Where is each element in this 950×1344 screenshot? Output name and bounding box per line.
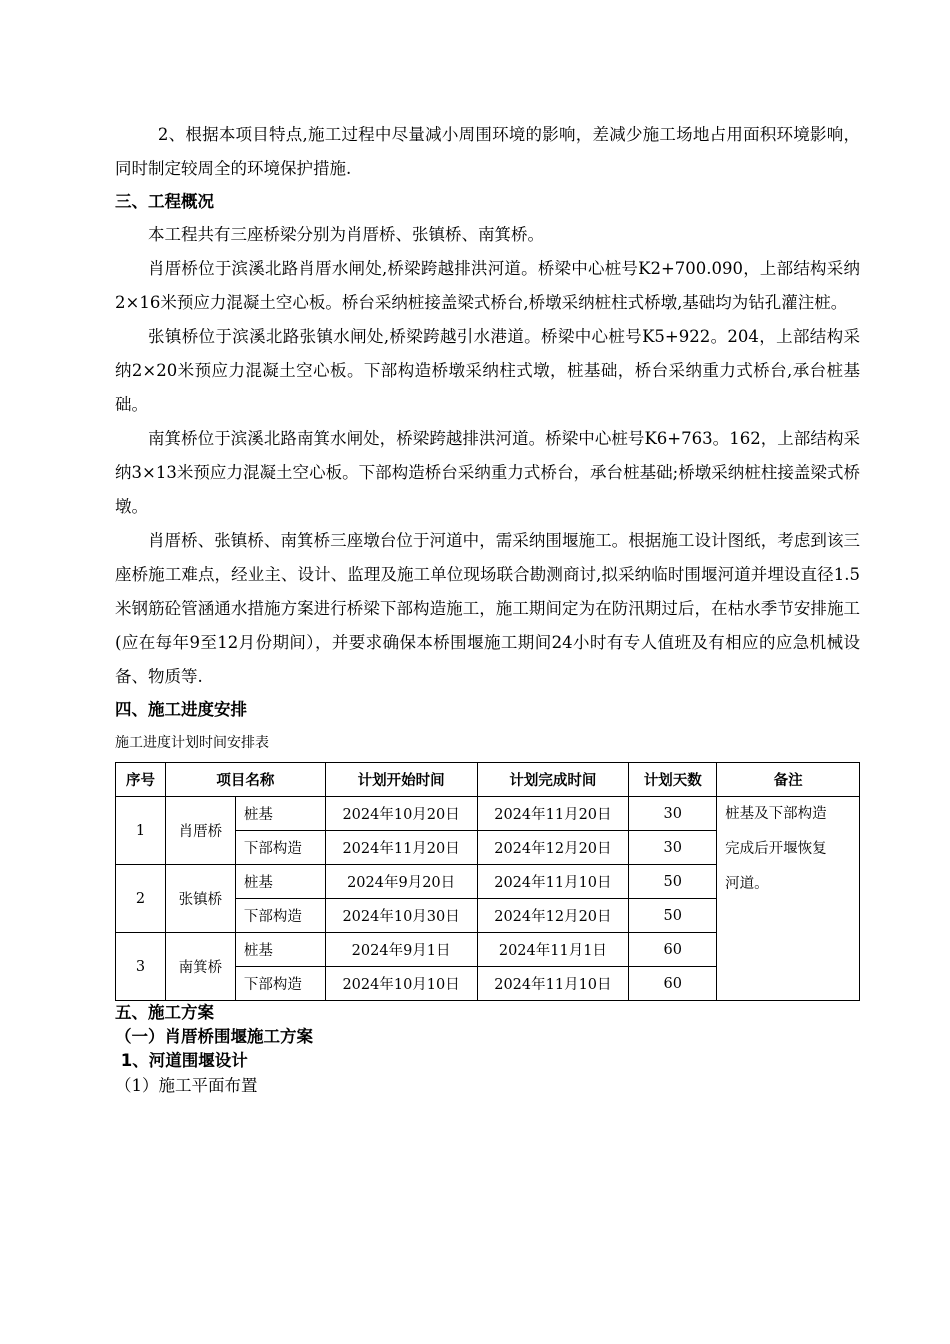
remarks-line: 桩基及下部构造 [725,806,827,822]
header-end-time: 计划完成时间 [477,763,629,797]
header-start-time: 计划开始时间 [325,763,477,797]
cell-bridge: 肖厝桥 [165,797,235,865]
cell-days: 30 [629,831,717,865]
cell-end: 2024年11月1日 [477,933,629,967]
cell-days: 50 [629,899,717,933]
cell-start: 2024年9月1日 [325,933,477,967]
cell-bridge: 南箕桥 [165,933,235,1001]
header-days: 计划天数 [629,763,717,797]
cell-part: 下部构造 [235,831,325,865]
remarks-line: 河道。 [725,876,769,892]
cell-part: 桩基 [235,933,325,967]
cell-end: 2024年12月20日 [477,831,629,865]
table-caption: 施工进度计划时间安排表 [115,735,269,751]
document-page [115,118,860,1099]
table-header-row [116,763,860,797]
subheading-site-layout: （1）施工平面布置 [115,1076,258,1095]
header-project-name: 项目名称 [165,763,325,797]
cell-part: 桩基 [235,865,325,899]
paragraph-overview-intro: 本工程共有三座桥梁分别为肖厝桥、张镇桥、南箕桥。 [148,225,544,244]
cell-no: 2 [116,865,166,933]
paragraph-zhangzhen-bridge: 张镇桥位于滨溪北路张镇水闸处,桥梁跨越引水港道。桥梁中心桩号K5+922。204，上部结构采纳2×20米预应力混凝土空心板。下部构造桥墩采纳柱式墩，桩基础，桥台采纳重力式桥台,承台桩基础。 [115,327,860,414]
cell-days: 50 [629,865,717,899]
paragraph-xiaocuo-bridge: 肖厝桥位于滨溪北路肖厝水闸处,桥梁跨越排洪河道。桥梁中心桩号K2+700.090，上部结构采纳2×16米预应力混凝土空心板。桥台采纳桩接盖梁式桥台,桥墩采纳桩柱式桥墩,基础均为钻孔灌注桩。 [115,259,860,312]
cell-end: 2024年12月20日 [477,899,629,933]
section-heading-plan: 五、施工方案 [115,1003,214,1022]
remarks-line: 完成后开堰恢复 [725,841,827,857]
header-no: 序号 [116,763,166,797]
paragraph-nanji-bridge: 南箕桥位于滨溪北路南箕水闸处，桥梁跨越排洪河道。桥梁中心桩号K6+763。162，上部结构采纳3×13米预应力混凝土空心板。下部构造桥台采纳重力式桥台，承台桩基础;桥墩采纳桩柱接盖梁式桥墩。 [115,429,860,516]
subheading-xiaocuo-plan: （一）肖厝桥围堰施工方案 [115,1027,313,1046]
paragraph-cofferdam: 肖厝桥、张镇桥、南箕桥三座墩台位于河道中，需采纳围堰施工。根据施工设计图纸，考虑到该三座桥施工难点，经业主、设计、监理及施工单位现场联合勘测商讨,拟采纳临时围堰河道并埋设直径1.5米钢筋砼管涵通水措施方案进行桥梁下部构造施工，施工期间定为在防汛期过后，在枯水季节安排施工(应在每年9至12月份期间），并要求确保本桥围堰施工期间24小时有专人值班及有相应的应急机械设备、物质等. [115,531,860,686]
cell-days: 30 [629,797,717,831]
cell-no: 1 [116,797,166,865]
cell-remarks [717,797,860,1001]
schedule-table [115,762,860,1001]
cell-part: 下部构造 [235,967,325,1001]
cell-start: 2024年10月10日 [325,967,477,1001]
paragraph-environment: 2、根据本项目特点,施工过程中尽量减小周围环境的影响，差减少施工场地占用面积环境影响，同时制定较周全的环境保护措施. [115,125,860,178]
section-heading-overview: 三、工程概况 [115,192,214,211]
header-remarks: 备注 [717,763,860,797]
section-heading-schedule: 四、施工进度安排 [115,700,247,719]
cell-start: 2024年10月20日 [325,797,477,831]
cell-start: 2024年11月20日 [325,831,477,865]
cell-end: 2024年11月20日 [477,797,629,831]
subheading-cofferdam-design: 1、河道围堰设计 [115,1051,248,1070]
cell-part: 桩基 [235,797,325,831]
cell-no: 3 [116,933,166,1001]
cell-start: 2024年10月30日 [325,899,477,933]
cell-start: 2024年9月20日 [325,865,477,899]
cell-bridge: 张镇桥 [165,865,235,933]
cell-end: 2024年11月10日 [477,865,629,899]
table-row [116,797,860,831]
cell-days: 60 [629,933,717,967]
cell-end: 2024年11月10日 [477,967,629,1001]
cell-part: 下部构造 [235,899,325,933]
cell-days: 60 [629,967,717,1001]
